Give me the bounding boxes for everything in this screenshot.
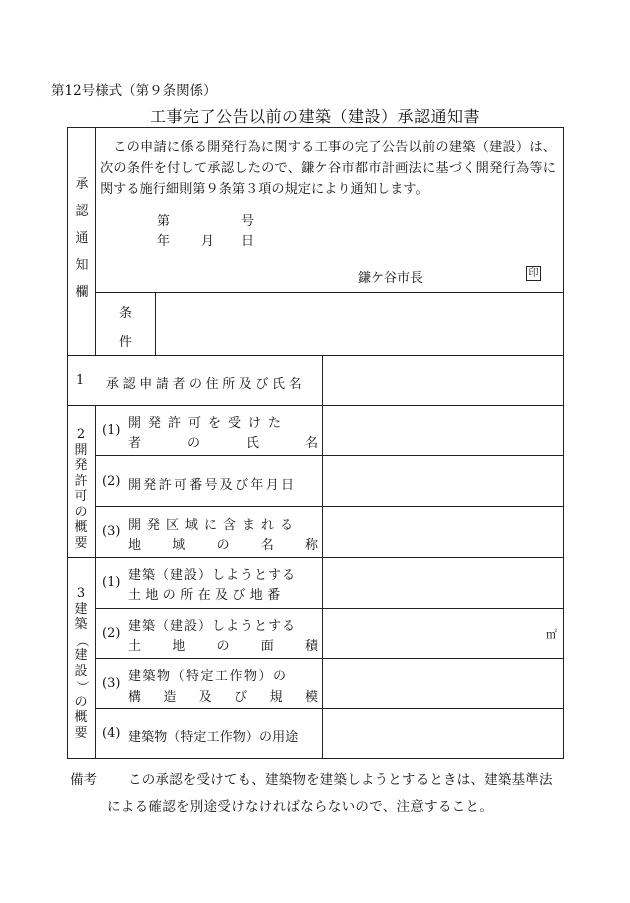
side-char: 欄 xyxy=(75,285,89,300)
side-char: 2 xyxy=(76,427,86,442)
side-char: の xyxy=(74,504,88,520)
s3-row1-line1: 建築（建設）しようとする xyxy=(128,568,297,583)
side-char: （ xyxy=(73,633,89,647)
side-char: 知 xyxy=(75,258,89,273)
s3-row2-line1: 建築（建設）しようとする xyxy=(128,619,297,634)
s3-row3-line1: 建築物（特定工作物）の xyxy=(128,669,288,684)
side-char: 発 xyxy=(74,458,88,473)
condition-label-1: 条 xyxy=(119,306,133,321)
s3-row4-line1: 建築物（特定工作物）の用途 xyxy=(128,730,299,745)
notice-body: この申請に係る開発行為に関する工事の完了公告以前の建築（建設）は、次の条件を付して承認したので、鎌ケ谷市都市計画法に基づく開発行為等に関する施行細則第９条第３項の規定により通知します。 xyxy=(100,140,556,197)
side-char: 設 xyxy=(74,663,88,679)
side-char: 概 xyxy=(74,520,88,535)
s2-row1-line2: 者 の 氏 名 xyxy=(128,436,318,451)
condition-label-2: 件 xyxy=(119,335,133,350)
number-dai: 第 xyxy=(157,214,171,229)
side-char: 要 xyxy=(74,535,88,551)
side-char: 概 xyxy=(74,710,88,725)
remarks-line1: この承認を受けても、建築物を建築しようとするときは、建築基準法 xyxy=(128,772,553,788)
number-go: 号 xyxy=(241,214,255,229)
mayor-title: 鎌ケ谷市長 xyxy=(358,271,424,286)
date-tsuki: 月 xyxy=(201,234,215,249)
remarks-label: 備考 xyxy=(70,772,97,788)
date-nen: 年 xyxy=(157,234,171,249)
form-number: 第12号様式（第９条関係） xyxy=(51,83,217,99)
s2-row3-line1: 開発区域に含まれる xyxy=(128,518,300,533)
area-unit: ㎡ xyxy=(546,628,557,641)
remarks-line2: による確認を別途受けなければならないので、注意すること。 xyxy=(107,799,494,815)
s3-row3-num: (3) xyxy=(102,676,121,691)
side-char: 3 xyxy=(76,586,86,601)
s2-row3-line2: 地 域 の 名 称 xyxy=(128,538,318,553)
side-char: 通 xyxy=(75,231,89,246)
side-char: 認 xyxy=(75,204,89,219)
s2-row1-num: (1) xyxy=(102,423,121,438)
s2-row2-num: (2) xyxy=(102,474,121,489)
date-hi: 日 xyxy=(241,234,255,249)
side-char: の xyxy=(74,694,88,710)
seal-mark: 印 xyxy=(526,266,541,281)
s2-row3-num: (3) xyxy=(102,524,121,539)
notice-side-label xyxy=(72,178,92,299)
s2-row2-line1: 開発許可番号及び年月日 xyxy=(128,478,297,493)
section3-side-label xyxy=(70,586,92,741)
s3-row2-line2: 土 地 の 面 積 xyxy=(128,639,318,654)
side-char: 建 xyxy=(74,648,88,663)
side-char: 開 xyxy=(74,442,88,458)
s2-row1-line1: 開発許可を受けた xyxy=(128,416,289,431)
side-char: 可 xyxy=(74,489,88,504)
section1-number: 1 xyxy=(76,373,85,388)
side-char: 承 xyxy=(75,177,89,192)
side-char: 築 xyxy=(74,617,88,632)
s3-row3-line2: 構 造 及 び 規 模 xyxy=(128,690,318,705)
side-char: ） xyxy=(73,680,89,694)
side-char: 許 xyxy=(74,473,88,489)
s3-row1-num: (1) xyxy=(102,575,121,590)
document-title: 工事完了公告以前の建築（建設）承認通知書 xyxy=(149,107,480,126)
s3-row2-num: (2) xyxy=(102,626,121,641)
section1-label: 承認申請者の住所及び氏名 xyxy=(106,377,306,392)
s3-row1-line2: 土地の所在及び地番 xyxy=(128,588,285,603)
side-char: 建 xyxy=(74,601,88,617)
s3-row4-num: (4) xyxy=(102,726,121,741)
section2-side-label xyxy=(70,427,92,551)
side-char: 要 xyxy=(74,725,88,741)
